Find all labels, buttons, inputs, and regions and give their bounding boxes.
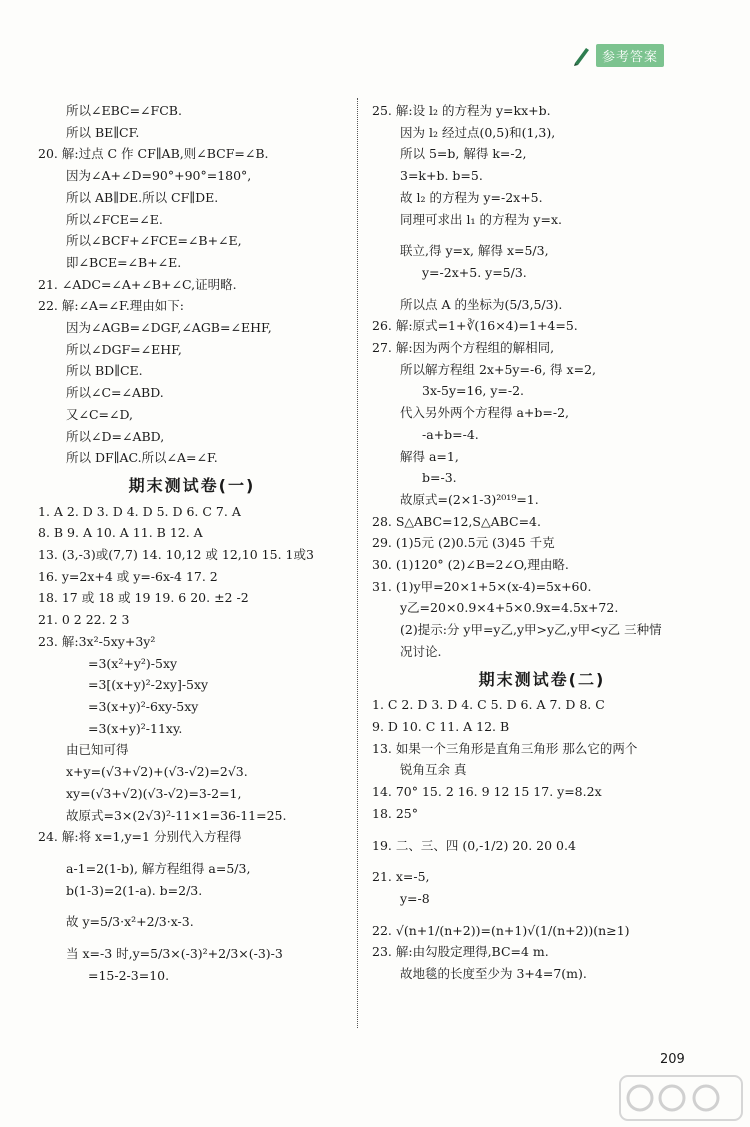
- answer-line: =3(x+y)²-6xy-5xy: [88, 698, 199, 714]
- answer-line: 8. B 9. A 10. A 11. B 12. A: [38, 525, 203, 541]
- answer-line: 故原式=3×(2√3)²-11×1=36-11=25.: [66, 807, 287, 823]
- answer-line: 所以 BE∥CF.: [66, 124, 140, 140]
- answer-line: 27. 解:因为两个方程组的解相同,: [372, 340, 555, 356]
- answer-line: 3x-5y=16, y=-2.: [422, 383, 525, 399]
- answer-line: 当 x=-3 时,y=5/3×(-3)²+2/3×(-3)-3: [66, 946, 283, 962]
- answer-line: 联立,得 y=x, 解得 x=5/3,: [400, 243, 549, 259]
- answer-line: 23. 解:由勾股定理得,BC=4 m.: [372, 944, 549, 960]
- answer-line: 13. 如果一个三角形是直角三角形 那么它的两个: [372, 740, 638, 756]
- answer-line: 所以点 A 的坐标为(5/3,5/3).: [400, 296, 563, 312]
- section-title: 期末测试卷(一): [128, 475, 256, 495]
- answer-line: 因为 l₂ 经过点(0,5)和(1,3),: [400, 124, 556, 140]
- answer-line: 又∠C=∠D,: [66, 406, 134, 422]
- answer-line: 18. 17 或 18 或 19 19. 6 20. ±2 -2: [38, 590, 249, 606]
- answer-line: 1. A 2. D 3. D 4. D 5. D 6. C 7. A: [38, 503, 241, 519]
- answer-line: =3[(x+y)²-2xy]-5xy: [88, 677, 209, 693]
- answer-line: 所以∠D=∠ABD,: [66, 428, 165, 444]
- answer-line: 因为∠AGB=∠DGF,∠AGB=∠EHF,: [66, 320, 272, 336]
- answer-line: 解得 a=1,: [400, 448, 459, 464]
- answer-line: 21. 0 2 22. 2 3: [38, 612, 130, 628]
- answer-line: 同理可求出 l₁ 的方程为 y=x.: [400, 211, 562, 227]
- answer-line: 由已知可得: [66, 742, 129, 758]
- answer-line: 锐角互余 真: [400, 762, 467, 778]
- answer-line: 16. y=2x+4 或 y=-6x-4 17. 2: [38, 568, 218, 584]
- answer-line: 28. S△ABC=12,S△ABC=4.: [372, 513, 541, 529]
- badge-label: 参考答案: [596, 44, 664, 67]
- answer-line: =3(x+y)²-11xy.: [88, 720, 183, 736]
- answer-line: 31. (1)y甲=20×1+5×(x-4)=5x+60.: [372, 578, 592, 594]
- page-number: 209: [660, 1052, 685, 1067]
- answer-line: y乙=20×0.9×4+5×0.9x=4.5x+72.: [400, 600, 619, 616]
- answer-line: a-1=2(1-b), 解方程组得 a=5/3,: [66, 860, 251, 876]
- watermark-logo: [616, 1072, 746, 1124]
- answer-line: 26. 解:原式=1+∛(16×4)=1+4=5.: [372, 318, 578, 334]
- answer-line: 所以 DF∥AC.所以∠A=∠F.: [66, 450, 218, 466]
- answer-line: 3=k+b. b=5.: [400, 168, 483, 184]
- answer-line: 21. x=-5,: [372, 869, 430, 885]
- left-column: [38, 100, 346, 986]
- answer-line: 所以 5=b, 解得 k=-2,: [400, 146, 527, 162]
- answer-line: y=-2x+5. y=5/3.: [422, 264, 527, 280]
- answer-line: 故原式=(2×1-3)²⁰¹⁹=1.: [400, 491, 539, 507]
- answer-line: -a+b=-4.: [422, 426, 479, 442]
- answer-line: 所以 AB∥DE.所以 CF∥DE.: [66, 189, 219, 205]
- answer-line: 25. 解:设 l₂ 的方程为 y=kx+b.: [372, 103, 551, 118]
- answer-line: x+y=(√3+√2)+(√3-√2)=2√3.: [66, 764, 248, 780]
- answer-line: 22. √(n+1/(n+2))=(n+1)√(1/(n+2))(n≥1): [372, 922, 630, 938]
- answer-line: 14. 70° 15. 2 16. 9 12 15 17. y=8.2x: [372, 784, 602, 800]
- right-column: [372, 100, 712, 985]
- answer-line: b(1-3)=2(1-a). b=2/3.: [66, 882, 203, 898]
- answer-line: 因为∠A+∠D=90°+90°=180°,: [66, 168, 252, 184]
- answer-line: 23. 解:3x²-5xy+3y²: [38, 633, 156, 649]
- answer-line: 所以∠DGF=∠EHF,: [66, 341, 182, 357]
- answer-line: 21. ∠ADC=∠A+∠B+∠C,证明略.: [38, 276, 237, 292]
- answer-line: 况讨论.: [400, 643, 442, 659]
- section-title: 期末测试卷(二): [478, 669, 606, 689]
- answer-line: 19. 二、三、四 (0,-1/2) 20. 20 0.4: [372, 837, 576, 853]
- answer-line: 故 l₂ 的方程为 y=-2x+5.: [400, 189, 543, 205]
- answer-line: y=-8: [400, 890, 430, 906]
- answer-line: 即∠BCE=∠B+∠E.: [66, 254, 182, 270]
- answer-line: 所以解方程组 2x+5y=-6, 得 x=2,: [400, 361, 596, 377]
- answer-line: 所以∠EBC=∠FCB.: [66, 103, 182, 118]
- answer-line: b=-3.: [422, 470, 457, 486]
- answer-line: =3(x²+y²)-5xy: [88, 655, 178, 671]
- answer-line: =15-2-3=10.: [88, 967, 170, 983]
- answer-line: 故地毯的长度至少为 3+4=7(m).: [400, 966, 587, 982]
- answer-line: 24. 解:将 x=1,y=1 分别代入方程得: [38, 829, 242, 845]
- answer-line: 30. (1)120° (2)∠B=2∠O,理由略.: [372, 557, 569, 573]
- answer-line: 所以∠FCE=∠E.: [66, 211, 163, 227]
- answer-line: 故 y=5/3·x²+2/3·x-3.: [66, 914, 194, 930]
- answer-badge: [572, 44, 672, 66]
- answer-line: 29. (1)5元 (2)0.5元 (3)45 千克: [372, 535, 555, 551]
- answer-line: 代入另外两个方程得 a+b=-2,: [400, 405, 570, 421]
- answer-line: 9. D 10. C 11. A 12. B: [372, 718, 510, 734]
- answer-line: 13. (3,-3)或(7,7) 14. 10,12 或 12,10 15. 1或3: [38, 547, 314, 563]
- answer-line: 22. 解:∠A=∠F.理由如下:: [38, 298, 184, 314]
- column-divider: [357, 98, 358, 1028]
- answer-line: 所以 BD∥CE.: [66, 363, 143, 379]
- answer-line: 20. 解:过点 C 作 CF∥AB,则∠BCF=∠B.: [38, 146, 269, 162]
- answer-line: 所以∠BCF+∠FCE=∠B+∠E,: [66, 233, 242, 249]
- answer-line: 18. 25°: [372, 805, 419, 821]
- answer-line: 1. C 2. D 3. D 4. C 5. D 6. A 7. D 8. C: [372, 697, 605, 713]
- pen-icon: [572, 44, 592, 66]
- answer-line: xy=(√3+√2)(√3-√2)=3-2=1,: [66, 785, 242, 801]
- answer-line: (2)提示:分 y甲=y乙,y甲>y乙,y甲<y乙 三种情: [400, 622, 662, 638]
- answer-line: 所以∠C=∠ABD.: [66, 385, 164, 401]
